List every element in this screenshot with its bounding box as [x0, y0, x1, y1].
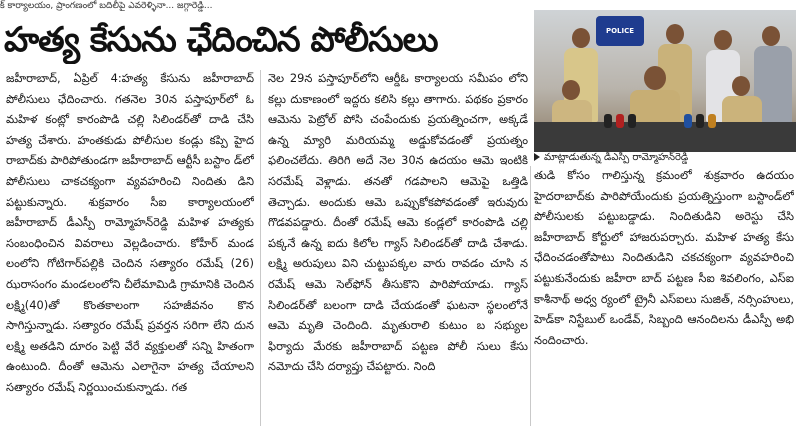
microphone-icon [628, 114, 636, 128]
headline: హత్య కేసును ఛేదించిన పోలీసులు [4, 20, 438, 60]
article-column-2 [268, 68, 528, 430]
article-text: జహీరాబాద్, ఏప్రిల్ 4:హత్య కేసును జహీరాబాద్ పోలీసులు ఛేదించారు. గతనెల 30న పస్తాపూర్‌లో ఓ మహిళ కంట్లో కారంపొడి చల్లి సిలిండర్‌తో దాడి చేసి హత్య చేశారు. హంతకుడు పోలీసుల కండ్లు కప్పి హైద రాబాద్‌కు పారిపోతుండగా జహీరాబాద్ ఆర్టీసీ బస్టాం డ్‌లో పోలీసులు చాకచక్యంగా వ్యవహరించి నిందితు డిని పట్టుకున్నారు. శుక్రవారం సీఐ కార్యాలయంలో జహీరాబాద్ డీఎస్పీ రామ్మోహన్‌రెడ్డి మహిళ హత్యకు సంబంధించిన వివరాలు వెల్లడించారు. కోహీర్ మండ లంలోని గోటిగార్‌పల్లికి చెందిన సత్యారం రమేష్ (26) ఝరాసంగం మండలంలోని చీలేమామిడి గ్రామానికి చెందిన లక్ష్మి(40)తో కొంతకాలంగా సహజీవనం కొన సాగిస్తున్నాడు. సత్యారం రమేష్ ప్రవర్తన సరిగా లేని దున లక్ష్మి అతడిని దూరం పెట్టి వేరే వ్యక్తులతో సన్ని హితంగా ఉంటుంది. దీంతో ఆమెను ఎలాగైనా హత్య చేయాలని సత్యారం రమేష్ నిర్ణయించుకున్నాడు. గత [6, 71, 254, 394]
caption-arrow-icon [534, 153, 540, 161]
article-column-1 [6, 68, 254, 430]
microphone-icon [604, 114, 612, 128]
column-divider [530, 166, 531, 426]
previous-article-strip: క్ కార్యాలయం, ప్రాంగణంలో బదిలీపై ఎవరెళ్ళినా... జగ్గారెడ్డి... [0, 1, 213, 11]
microphone-icon [616, 114, 624, 128]
press-table [534, 122, 796, 152]
article-column-3 [534, 165, 794, 431]
police-banner: POLICE [596, 16, 644, 46]
article-text: నెల 29న పస్తాపూర్‌లోని ఆర్డీఓ కార్యాలయ సమీపం లోని కల్లు దుకాణంలో ఇద్దరు కలిసి కల్లు తాగారు. పథకం ప్రకారం ఆమెను పెట్రోల్ పోసి చంపేందుకు ప్రయత్నించగా, అక్కడే ఉన్న మ్యారి మరియమ్మ అడ్డుకోవడంతో ప్రయత్నం ఫలించలేదు. తిరిగి అదే నెల 30న ఉదయం ఆమె ఇంటికి సరమేష్ వెళ్లాడు. తనతో గడపాలని ఆమెపై ఒత్తిడి తెచ్చాడు. అందుకు ఆమె ఒప్పుకోకపోవడంతో ఇరువురు గొడవపడ్డారు. దీంతో రమేష్ ఆమె కండ్లలో కారంపొడి చల్లి పక్కనే ఉన్న ఐదు కిలోల గ్యాస్ సిలిండర్‌తో దాడి చేశాడు. లక్ష్మి అరుపులు విని చుట్టుపక్కల వారు రావడం చూసి న రమేష్ ఆమె సెల్‌ఫోన్ తీసుకొని పారిపోయాడు. గ్యాస్ సిలిండర్‌తో బలంగా దాడి చేయడంతో ఘటనా స్థలంలోనే ఆమె మృతి చెందింది. మృతురాలి కుటుం బ సభ్యుల ఫిర్యాదు మేరకు జహీరాబాద్ పట్టణ పోలీ సులు కేసు నమోదు చేసి దర్యాప్తు చేపట్టారు. నింది [268, 71, 528, 374]
microphone-icon [696, 114, 704, 128]
article-text: తుడి కోసం గాలిస్తున్న క్రమంలో శుక్రవారం ఉదయం హైదరాబాద్‌కు పారిపోయేందుకు ప్రయత్నిస్తుంగా బస్టాండ్‌లో పోలీసులకు పట్టుబడ్డాడు. నిందితుడిని అరెస్టు చేసి జహీరాబాద్ కోర్టులో హాజరుపర్చారు. మహిళ హత్య కేసు ఛేదించడంతోపాటు నిందితుడిని చకచక్యంగా వ్యవహరించి పట్టుకునేందుకు జహీరా బాద్ పట్టణ సీఐ శివలింగం, ఎస్ఐ కాశీనాథ్ అధ్వ ర్యంలో ట్రైనీ ఎస్ఐలు సుజిత్, నర్సింహులు, హెడ్‌కా నిస్టేబుల్ ఒండేవ్, సిబ్బంది ఆనందిలను డీఎస్పీ అభి నందించారు. [534, 168, 794, 347]
press-meet-photo [534, 10, 796, 152]
microphone-icon [684, 114, 692, 128]
photo-caption [534, 152, 796, 164]
column-divider [260, 70, 261, 426]
caption-text: మాట్లాడుతున్న డీఎస్పీ రామ్మోహన్‌రెడ్డి [544, 152, 689, 163]
microphone-icon [708, 114, 716, 128]
